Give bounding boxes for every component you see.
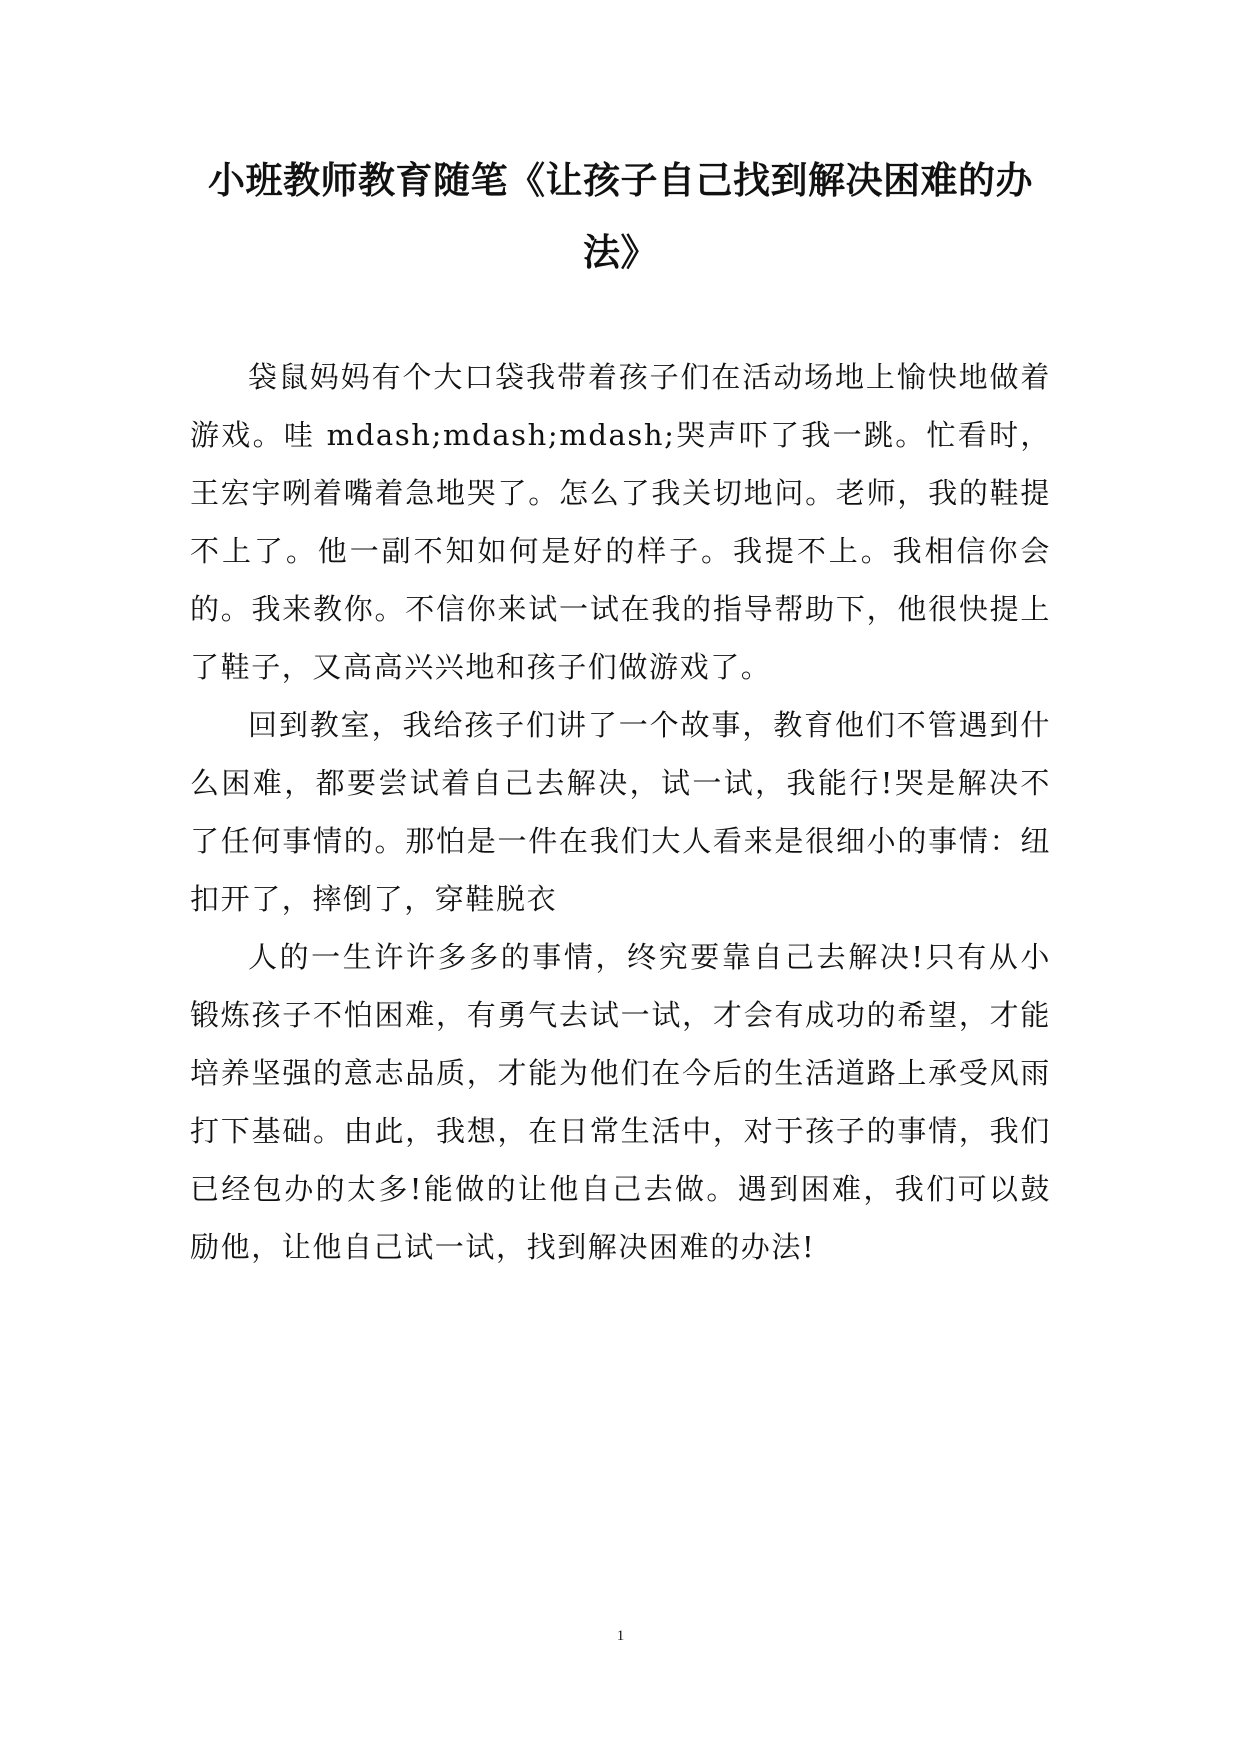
document-body [190, 348, 1051, 1276]
paragraph-3: 人的一生许许多多的事情，终究要靠自己去解决!只有从小锻炼孩子不怕困难，有勇气去试一试，才会有成功的希望，才能培养坚强的意志品质，才能为他们在今后的生活道路上承受风雨打下基础。由此，我想，在日常生活中，对于孩子的事情，我们已经包办的太多!能做的让他自己去做。遇到困难，我们可以鼓励他，让他自己试一试，找到解决困难的办法! [190, 940, 1051, 1264]
document-title: 小班教师教育随笔《让孩子自己找到解决困难的办法》 [208, 159, 1033, 274]
paragraph-2: 回到教室，我给孩子们讲了一个故事，教育他们不管遇到什么困难，都要尝试着自己去解决，试一试，我能行!哭是解决不了任何事情的。那怕是一件在我们大人看来是很细小的事情：纽扣开了，摔倒了，穿鞋脱衣 [190, 708, 1051, 916]
page-number: 1 [616, 1628, 625, 1644]
paragraph-1: 袋鼠妈妈有个大口袋我带着孩子们在活动场地上愉快地做着游戏。哇 mdash;mdash;mdash;哭声吓了我一跳。忙看时，王宏宇咧着嘴着急地哭了。怎么了我关切地问。老师，我的鞋提不上了。他一副不知如何是好的样子。我提不上。我相信你会的。我来教你。不信你来试一试在我的指导帮助下，他很快提上了鞋子，又高高兴兴地和孩子们做游戏了。 [190, 360, 1051, 684]
